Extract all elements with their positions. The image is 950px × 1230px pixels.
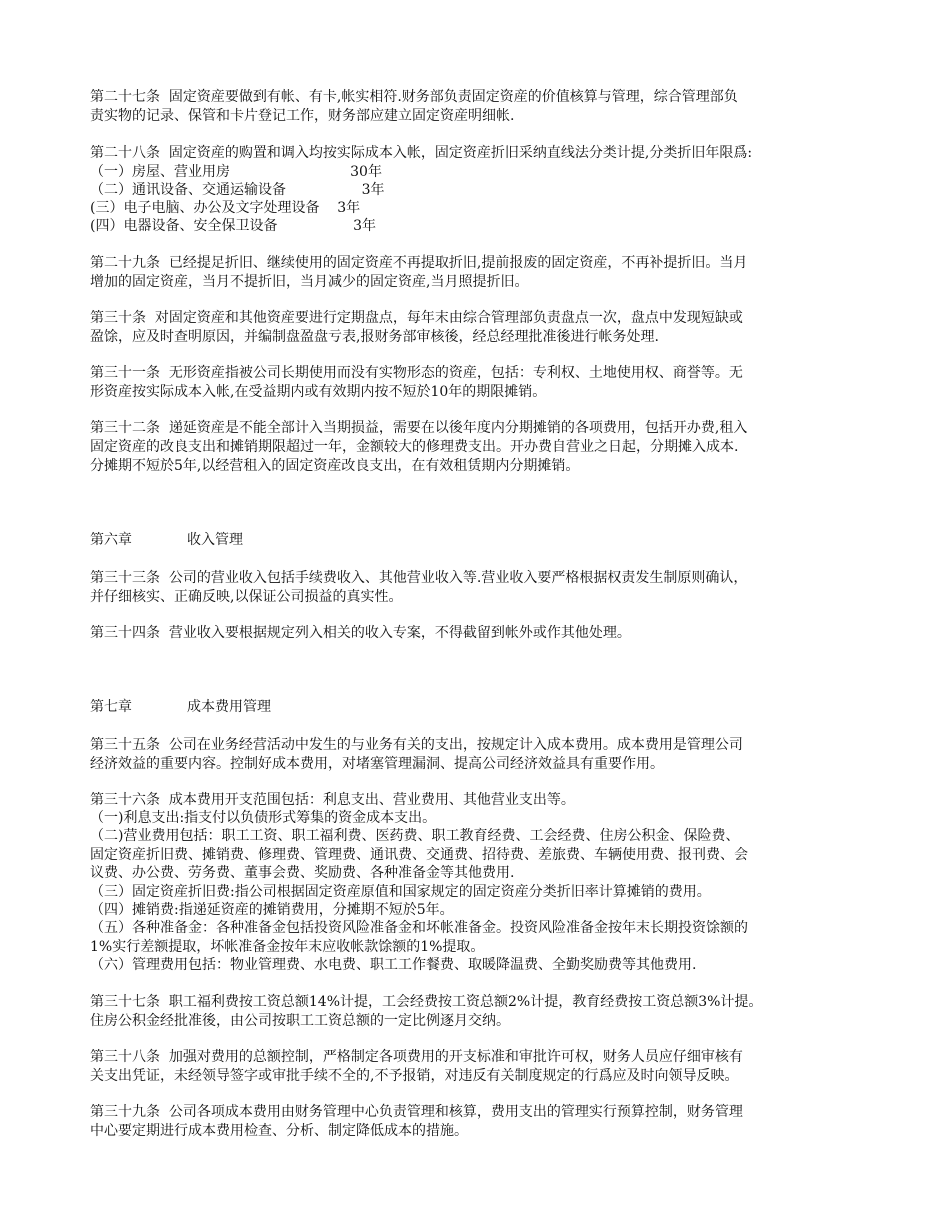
article-30-line-2: 盈馀，应及时查明原因，并编制盘盈盘亏表,报财务部审核後，经总经理批准後进行帐务处理. [90,329,659,345]
article-33-line-1: 第三十三条 公司的营业收入包括手续费收入、其他营业收入等.营业收入要严格根据权责发生制原则确认， [90,570,748,586]
expense-item-2-line-3: 议费、办公费、劳务费、董事会费、奖励费、各种准备金等其他费用. [90,865,515,881]
article-35-line-1: 第三十五条 公司在业务经营活动中发生的与业务有关的支出，按规定计入成本费用。成本费用是管理公司 [90,737,743,753]
expense-item-6: （六）管理费用包括：物业管理费、水电费、职工工作餐费、取暖降温费、全勤奖励费等其他费用. [90,957,697,973]
article-37-line-1: 第三十七条 职工福利费按工资总额14%计提，工会经费按工资总额2%计提，教育经费按工资总额3%计提。 [90,994,763,1010]
expense-item-3: （三）固定资産折旧费:指公司根据固定资産原值和国家规定的固定资産分类折旧率计算摊销的费用。 [90,884,711,900]
article-28-line-1: 第二十八条 固定资産的购置和调入均按实际成本入帐，固定资産折旧采纳直线法分类计提,分类折旧年限爲: [90,145,753,161]
article-31-line-2: 形资産按实际成本入帐,在受益期内或有效期内按不短於10年的期限摊销。 [90,384,547,400]
article-33-line-2: 并仔细核实、正确反映,以保证公司损益的真实性。 [90,589,403,605]
article-27-line-2: 责实物的记录、保管和卡片登记工作，财务部应建立固定资産明细帐. [90,108,515,124]
article-38-line-2: 关支出凭证，未经领导签字或审批手续不全的,不予报销，对违反有关制度规定的行爲应及时向领导反映。 [90,1068,739,1084]
article-27-line-1: 第二十七条 固定资産要做到有帐、有卡,帐实相符.财务部负责固定资産的价值核算与管理，综合管理部负 [90,89,738,105]
article-29-line-2: 增加的固定资産，当月不提折旧，当月减少的固定资産,当月照提折旧。 [90,274,529,290]
expense-item-5-line-2: 1%实行差额提取，坏帐准备金按年末应收帐款馀额的1%提取。 [90,939,485,955]
expense-item-2-line-2: 固定资産折旧费、摊销费、修理费、管理费、通讯费、交通费、招待费、差旅费、车辆使用费、报刊费、会 [90,847,748,863]
article-39-line-2: 中心要定期进行成本费用检查、分析、制定降低成本的措施。 [90,1123,468,1139]
article-37-line-2: 住房公积金经批准後，由公司按职工工资总额的一定比例逐月交纳。 [90,1013,510,1029]
article-39-line-1: 第三十九条 公司各项成本费用由财务管理中心负责管理和核算，费用支出的管理实行预算控制，财务管理 [90,1104,743,1120]
article-29-line-1: 第二十九条 已经提足折旧、继续使用的固定资産不再提取折旧,提前报废的固定资産，不再补提折旧。当月 [90,255,748,271]
article-32-line-1: 第三十二条 递延资産是不能全部计入当期损益，需要在以後年度内分期摊销的各项费用，包括开办费,租入 [90,420,748,436]
depreciation-item-2: （二）通讯设备、交通运输设备 3年 [90,182,385,198]
article-30-line-1: 第三十条 对固定资産和其他资産要进行定期盘点，每年末由综合管理部负责盘点一次，盘点中发现短缺或 [90,310,743,326]
expense-item-5-line-1: （五）各种准备金：各种准备金包括投资风险准备金和坏帐准备金。投资风险准备金按年末长期投资馀额的 [90,920,748,936]
article-31-line-1: 第三十一条 无形资産指被公司长期使用而没有实物形态的资産，包括：专利权、土地使用权、商誉等。无 [90,365,743,381]
article-38-line-1: 第三十八条 加强对费用的总额控制，严格制定各项费用的开支标准和审批许可权，财务人员应仔细审核有 [90,1049,743,1065]
depreciation-item-3: (三）电子电脑、办公及文字处理设备 3年 [90,200,361,216]
chapter-6-number: 第六章 [90,532,132,548]
article-32-line-2: 固定资産的改良支出和摊销期限超过一年，金额较大的修理费支出。开办费自营业之日起，分期摊入成本. [90,439,739,455]
article-35-line-2: 经济效益的重要内容。控制好成本费用，对堵塞管理漏洞、提高公司经济效益具有重要作用。 [90,756,664,772]
article-32-line-3: 分摊期不短於5年,以经营租入的固定资産改良支出，在有效租赁期内分期摊销。 [90,458,580,474]
article-36-line-1: 第三十六条 成本费用开支范围包括：利息支出、营业费用、其他营业支出等。 [90,792,575,808]
chapter-7-title: 成本费用管理 [187,699,271,715]
article-34-line-1: 第三十四条 营业收入要根据规定列入相关的收入专案，不得截留到帐外或作其他处理。 [90,625,631,641]
expense-item-1: （一)利息支出:指支付以负债形式筹集的资金成本支出。 [90,810,437,826]
expense-item-4: （四）摊销费:指递延资産的摊销费用，分摊期不短於5年。 [90,902,454,918]
chapter-7-number: 第七章 [90,699,132,715]
depreciation-item-4: (四）电器设备、安全保卫设备 3年 [90,218,377,234]
chapter-6-title: 收入管理 [187,532,243,548]
expense-item-2-line-1: （二)营业费用包括：职工工资、职工福利费、医药费、职工教育经费、工会经费、住房公积金、保险费、 [90,828,740,844]
depreciation-item-1: （一）房屋、营业用房 30年 [90,164,382,180]
